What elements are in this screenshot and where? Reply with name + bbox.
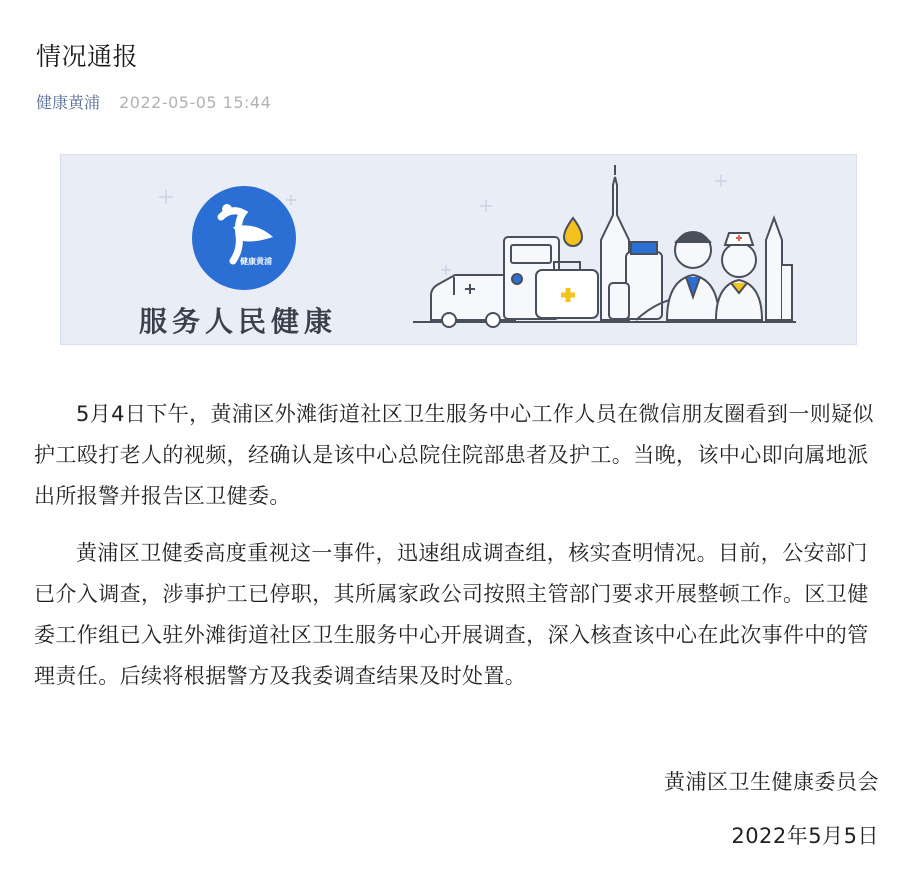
article-meta xyxy=(36,90,271,113)
signature-date: 2022年5月5日 xyxy=(731,824,879,848)
article-title: 情况通报 xyxy=(36,42,139,71)
body-paragraph-2: 黄浦区卫健委高度重视这一事件，迅速组成调查组，核实查明情况。目前，公安部门已介入调查，涉事护工已停职，其所属家政公司按照主管部门要求开展整顿工作。区卫健委工作组已入驻外滩街道社区卫生服务中心开展调查，深入核查该中心在此次事件中的管理责任。后续将根据警方及我委调查结果及时处置。 xyxy=(34,541,869,688)
source-account-link[interactable]: 健康黄浦 xyxy=(36,93,101,112)
banner-image xyxy=(60,154,857,345)
drop-icon xyxy=(564,218,582,246)
ambulance-icon xyxy=(431,275,515,327)
first-aid-kit-icon xyxy=(536,262,598,318)
church-icon xyxy=(766,218,792,320)
body-paragraph-1: 5月4日下午，黄浦区外滩街道社区卫生服务中心工作人员在微信朋友圈看到一则疑似护工殴打老人的视频，经确认是该中心总院住院部患者及护工。当晚，该中心即向属地派出所报警并报告区卫健委。 xyxy=(34,402,874,508)
publish-time: 2022-05-05 15:44 xyxy=(119,93,272,112)
nurse-icon xyxy=(716,233,762,320)
logo-caption: 健康黄浦 xyxy=(240,257,272,266)
doctor-icon xyxy=(667,232,719,320)
signature-organization: 黄浦区卫生健康委员会 xyxy=(664,770,879,794)
banner-slogan: 服务人民健康 xyxy=(139,305,338,338)
